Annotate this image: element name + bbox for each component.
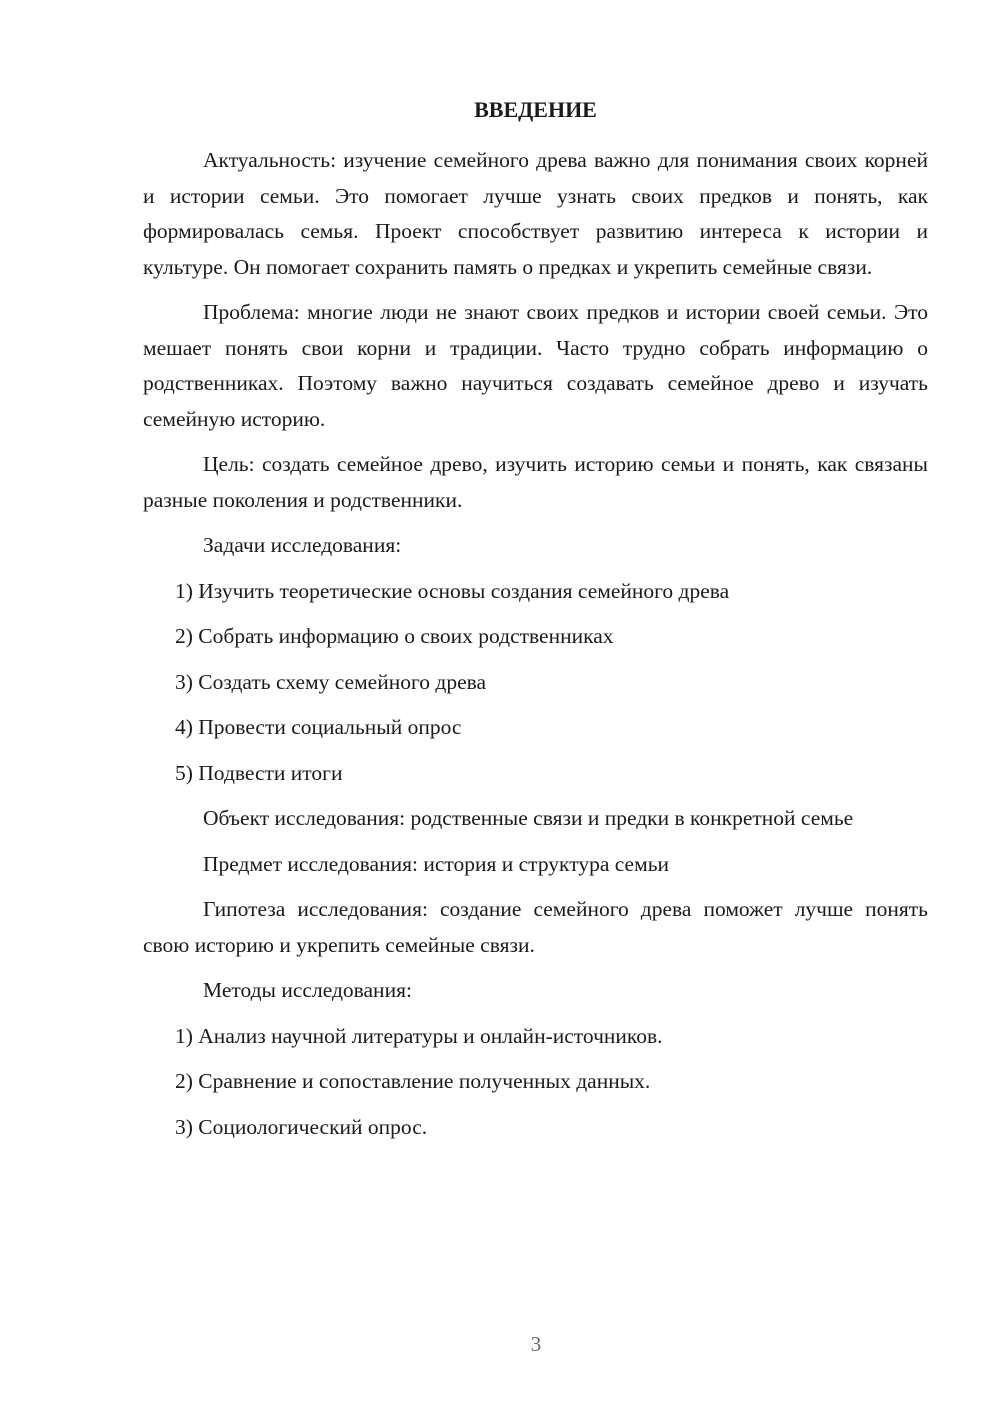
subject-paragraph: Предмет исследования: история и структура семьи [203,851,670,876]
hypothesis-paragraph: Гипотеза исследования: создание семейного древа поможет лучше понять свою историю и укрепить семейные связи. [143,897,928,957]
object-paragraph: Объект исследования: родственные связи и предки в конкретной семье [203,806,854,830]
list-item: 5) Подвести итоги [175,760,343,785]
methods-list [143,1019,928,1146]
problem-paragraph: Проблема: многие люди не знают своих предков и истории своей семьи. Это мешает понять свои корни и традиции. Часто трудно собрать информацию о родственниках. Поэтому важно научиться создавать семейное древо и изучать семейную историю. [143,300,928,431]
document-page [143,94,928,1155]
methods-label: Методы исследования: [203,978,412,1002]
relevance-paragraph: Актуальность: изучение семейного древа важно для понимания своих корней и истории семьи. Это помогает лучше узнать своих предков и понять, как формировалась семья. Проект способствует развитию интереса к истории и культуре. Он помогает сохранить память о предках и укрепить семейные связи. [143,148,928,279]
page-number: 3 [530,1332,542,1356]
goal-paragraph: Цель: создать семейное древо, изучить историю семьи и понять, как связаны разные поколения и родственники. [143,452,928,512]
list-item: 4) Провести социальный опрос [175,715,462,739]
list-item: 3) Социологический опрос. [175,1114,428,1139]
list-item: 2) Собрать информацию о своих родственниках [175,624,614,648]
list-item: 2) Сравнение и сопоставление полученных данных. [175,1069,651,1093]
page-title: ВВЕДЕНИЕ [474,97,597,122]
list-item: 1) Анализ научной литературы и онлайн-источников. [175,1023,663,1048]
tasks-label: Задачи исследования: [203,533,402,557]
tasks-list [143,574,928,792]
list-item: 1) Изучить теоретические основы создания семейного древа [175,578,730,603]
list-item: 3) Создать схему семейного древа [175,669,487,694]
